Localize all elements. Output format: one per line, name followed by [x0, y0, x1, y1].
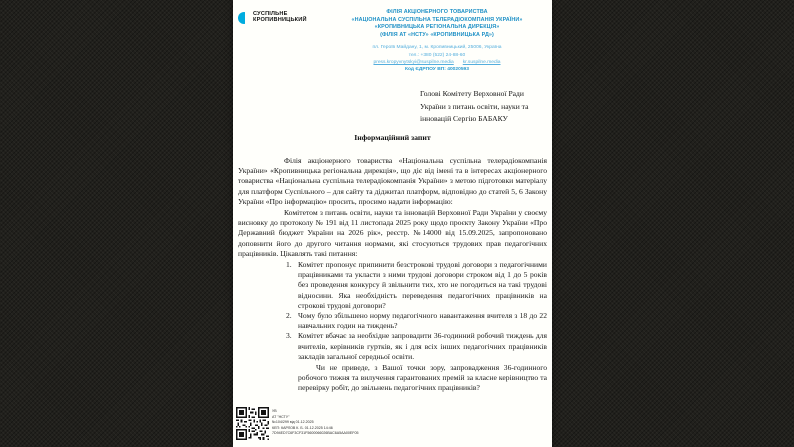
signature-stamp: [236, 407, 359, 440]
letter-body: [238, 156, 547, 394]
subject-line: Інформаційний запит: [354, 133, 431, 142]
email-link[interactable]: press.kropyvnytskyi@suspilne.media: [373, 59, 454, 65]
question-3-text: Комітет вбачає за необхідне запровадити 36-годинний робочий тиждень для вчителів, керівників гуртків, як і для всіх інших педагогічних працівників закладів загальної середньої освіти.: [298, 331, 547, 361]
question-3-number: 3.: [286, 331, 292, 341]
letterhead-title-line3: «КРОПИВНИЦЬКА РЕГІОНАЛЬНА ДИРЕКЦІЯ»: [374, 24, 500, 31]
brand-name-line1: СУСПІЛЬНЕ: [253, 11, 288, 17]
stamp-text: [272, 407, 359, 440]
letterhead: [328, 9, 546, 73]
qr-code-icon: [236, 407, 269, 440]
question-item-2: [238, 311, 547, 331]
stamp-line-4: КЕП: КАРЛОВ К. Б. 01.12.2025 14:46: [272, 425, 333, 430]
recipient-line1: Голові Комітету Верховної Ради: [420, 89, 524, 98]
letterhead-title-line1: ФІЛІЯ АКЦІОНЕРНОГО ТОВАРИСТВА: [386, 9, 488, 15]
question-2-number: 2.: [286, 311, 292, 321]
letterhead-contacts: [328, 44, 546, 73]
stamp-line-1: УВ: [272, 409, 277, 413]
paragraph-2: Комітетом з питань освіти, науки та інновацій Верховної Ради України у своєму висновку до протоколу № 191 від 11 листопада 2025 року щодо проєкту Закону України «Про Державний бюджет України на 2026 рік», реєстр. №14000 від 15.09.2025, запропоновано доповнити його до другого читання нормами, які стосуються трудових прав педагогічних працівників. Цікавлять такі питання:: [238, 208, 547, 258]
letterhead-title: [328, 9, 546, 39]
question-item-3: [238, 331, 547, 362]
letter-page: [233, 0, 552, 447]
letterhead-edrpou: Код ЄДРПОУ ВП: 40020593: [405, 66, 469, 72]
letterhead-links: [328, 59, 546, 66]
suspilne-logo-icon: [238, 12, 250, 24]
paragraph-1: Філія акціонерного товариства «Національна суспільна телерадіокомпанія України» «Кропивницька регіональна дирекція», що діє від імені та в інтересах акціонерного товариства «Національна суспільна телерадіокомпанія України» з метою підготовки матеріалу для платформ Суспільного – для сайту та діджитал платформ, відповідно до статей 5, 6 Закону України «Про інформацію» просить, просимо надати інформацію:: [238, 156, 547, 206]
question-item-1: [238, 260, 547, 311]
question-2-text: Чому було збільшено норму педагогічного навантаження вчителя з 18 до 22 навчальних годин на тиждень?: [298, 311, 547, 331]
recipient-block: [420, 88, 552, 126]
website-link[interactable]: kr.suspilne.media: [462, 59, 501, 65]
letterhead-title-line2: «НАЦІОНАЛЬНА СУСПІЛЬНА ТЕЛЕРАДІОКОМПАНІЯ УКРАЇНИ»: [351, 16, 523, 23]
question-1-number: 1.: [286, 260, 292, 270]
letterhead-phone: тел.: +380 (522) 24-88-60: [408, 52, 466, 58]
stamp-line-3: №104/299 від 01.12.2025: [272, 420, 314, 425]
letterhead-title-line4: (ФІЛІЯ АТ «НСТУ» «КРОПИВНИЦЬКА РД»): [380, 31, 494, 38]
stamp-line-5: 7D94ED7C6F3CF31F5600066026BAC6A5AA00EF05: [272, 431, 359, 436]
letterhead-address: пл. Героїв Майдану, 1, м. Кропивницький, 25006, Україна: [372, 45, 502, 51]
question-3-followup: Чи не приведе, з Вашої точки зору, запровадження 36-годинного робочого тижня та вилучення гарантованих премій за класне керівництво та перевірку робіт, до звільнень педагогічних працівників?: [298, 363, 547, 393]
recipient-line3: інновацій Сергію БАБАКУ: [420, 114, 508, 124]
brand-name-line2: КРОПИВНИЦЬКИЙ: [253, 17, 307, 24]
question-1-text: Комітет пропонує припинити безстрокові трудові договори з педагогічними працівниками та укласти з ними трудові договори строком від 1 до 5 років без проведення конкурсу й звільнити тих, хто не погодиться на такі трудові відносини. Яка необхідність переведення педагогічних працівників на строкові трудові договори?: [298, 260, 547, 310]
recipient-line2: України з питань освіти, науки та: [420, 101, 529, 111]
stamp-line-2: АТ "НСТУ": [272, 414, 290, 419]
brand-name: [253, 11, 307, 24]
brand-logo: [238, 11, 307, 24]
